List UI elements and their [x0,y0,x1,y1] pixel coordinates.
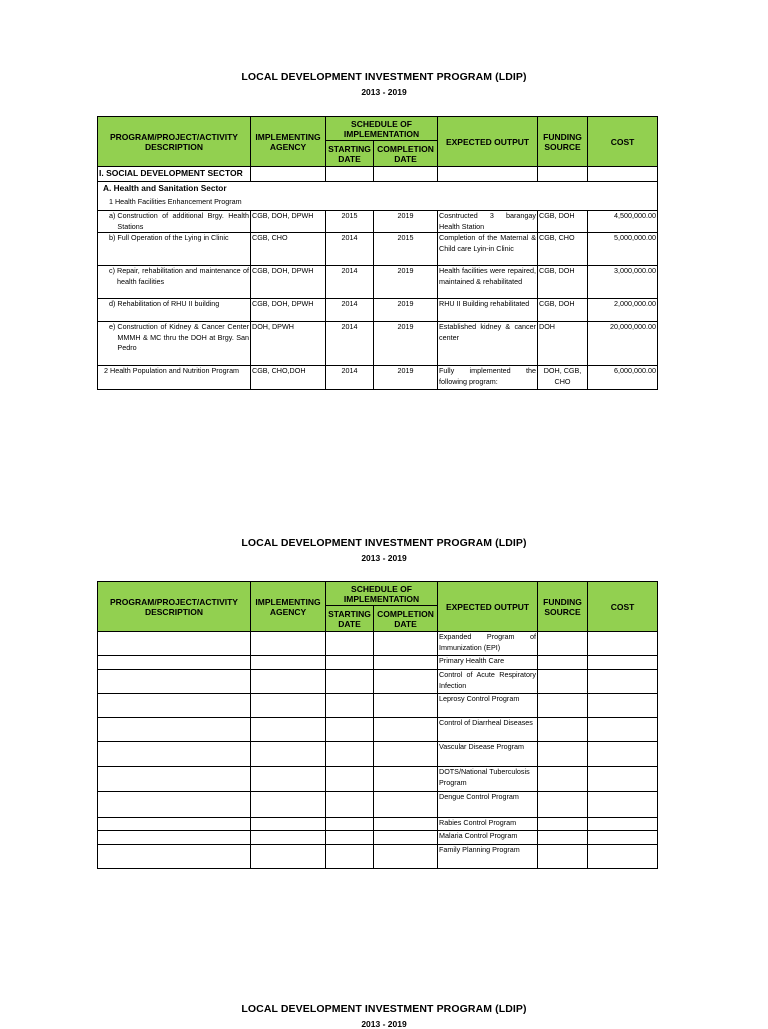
header-cost: COST [588,117,658,167]
output-cell: Control of Acute Respiratory Infection [438,670,538,694]
header-program: PROGRAM/PROJECT/ACTIVITY DESCRIPTION [98,582,251,632]
end-cell: 2019 [374,299,438,322]
page-period: 2013 - 2019 [361,87,407,97]
output-cell: Malaria Control Program [438,831,538,845]
table-row [98,366,658,390]
output-cell: Rabies Control Program [438,818,538,831]
page-title: LOCAL DEVELOPMENT INVESTMENT PROGRAM (LDIP) [241,1003,527,1015]
header-agency: IMPLEMENTING AGENCY [251,117,326,167]
ldip-table-2 [97,581,658,869]
output-cell: Control of Diarrheal Diseases [438,718,538,742]
header-starting: STARTING DATE [326,141,374,167]
table-row [98,767,658,792]
page-period: 2013 - 2019 [361,553,407,563]
output-cell: Health facilities were repaired, maintained & rehabilitated [438,266,538,299]
ldip-table-1 [97,116,658,390]
agency-cell: DOH, DPWH [251,322,326,366]
header-funding: FUNDING SOURCE [538,582,588,632]
table-row [98,694,658,718]
sector-heading: I. SOCIAL DEVELOPMENT SECTOR [98,167,251,182]
table-row [98,792,658,818]
header-completion: COMPLETION DATE [374,606,438,632]
item-desc: Health Population and Nutrition Program [110,366,240,375]
end-cell: 2019 [374,366,438,390]
cost-cell: 5,000,000.00 [588,233,658,266]
table-row [98,656,658,670]
cost-cell: 4,500,000.00 [588,211,658,233]
agency-cell: CGB, DOH, DPWH [251,299,326,322]
table-row [98,233,658,266]
item-desc: Construction of additional Brgy. Health Stations [117,211,249,231]
header-schedule: SCHEDULE OF IMPLEMENTATION [326,117,438,141]
table-row [98,211,658,233]
output-cell: DOTS/National Tuberculosis Program [438,767,538,792]
end-cell: 2019 [374,322,438,366]
output-cell: Dengue Control Program [438,792,538,818]
agency-cell: CGB, DOH, DPWH [251,266,326,299]
start-cell: 2014 [326,322,374,366]
table-row [98,670,658,694]
header-output: EXPECTED OUTPUT [438,582,538,632]
header-output: EXPECTED OUTPUT [438,117,538,167]
table-row [98,718,658,742]
item-label: d) [109,299,116,308]
subsector-heading: A. Health and Sanitation Sector [98,182,658,197]
output-cell: Established kidney & cancer center [438,322,538,366]
start-cell: 2015 [326,211,374,233]
output-cell: Cosntructed 3 barangay Health Station [439,211,537,231]
funding-cell: CGB, DOH [538,299,588,322]
end-cell: 2019 [374,266,438,299]
item-label: a) [109,211,116,220]
funding-cell: CGB, DOH [538,211,588,233]
item-desc: Construction of Kidney & Cancer Center MMMH & MC thru the DOH at Brgy. San Pedro [117,322,249,352]
cost-cell: 2,000,000.00 [588,299,658,322]
agency-cell: CGB, DOH, DPWH [251,211,326,233]
header-completion: COMPLETION DATE [374,141,438,167]
table-row [98,845,658,869]
header-program: PROGRAM/PROJECT/ACTIVITY DESCRIPTION [98,117,251,167]
funding-cell: CGB, DOH [538,266,588,299]
item-desc: Repair, rehabilitation and maintenance of health facilities [117,266,249,286]
header-schedule: SCHEDULE OF IMPLEMENTATION [326,582,438,606]
agency-cell: CGB, CHO,DOH [251,366,326,390]
header-agency: IMPLEMENTING AGENCY [251,582,326,632]
start-cell: 2014 [326,233,374,266]
output-cell: RHU II Building rehabilitated [438,299,538,322]
start-cell: 2014 [326,266,374,299]
page-title: LOCAL DEVELOPMENT INVESTMENT PROGRAM (LDIP) [241,71,527,83]
header-starting: STARTING DATE [326,606,374,632]
end-cell: 2015 [374,233,438,266]
funding-cell: CGB, CHO [538,233,588,266]
item-label: b) [109,233,116,242]
item-label: 2 [104,366,108,375]
output-cell: Expanded Program of Immunization (EPI) [438,632,538,656]
output-cell: Leprosy Control Program [438,694,538,718]
header-funding: FUNDING SOURCE [538,117,588,167]
output-cell: Fully implemented the following program: [438,366,538,390]
table-row [98,632,658,656]
item-label: e) [109,322,116,331]
start-cell: 2014 [326,299,374,322]
cost-cell: 20,000,000.00 [588,322,658,366]
funding-cell: DOH [538,322,588,366]
output-cell: Vascular Disease Program [438,742,538,767]
table-row [98,299,658,322]
start-cell: 2014 [326,366,374,390]
cost-cell: 6,000,000.00 [588,366,658,390]
item-desc: Full Operation of the Lying in Clinic [117,233,229,242]
cost-cell: 3,000,000.00 [588,266,658,299]
header-cost: COST [588,582,658,632]
table-row [98,831,658,845]
item-desc: Rehabilitation of RHU II building [117,299,220,308]
table-row [98,266,658,299]
funding-cell: DOH, CGB, CHO [538,366,588,390]
output-cell: Family Planning Program [438,845,538,869]
end-cell: 2019 [374,211,438,233]
page-period: 2013 - 2019 [361,1019,407,1029]
page-title: LOCAL DEVELOPMENT INVESTMENT PROGRAM (LDIP) [241,537,527,549]
program-heading: 1 Health Facilities Enhancement Program [98,197,658,211]
table-row [98,322,658,366]
agency-cell: CGB, CHO [251,233,326,266]
output-cell: Primary Health Care [438,656,538,670]
item-label: c) [109,266,115,275]
output-cell: Completion of the Maternal & Child care Lyin-in Clinic [438,233,538,266]
table-row [98,742,658,767]
table-row [98,818,658,831]
